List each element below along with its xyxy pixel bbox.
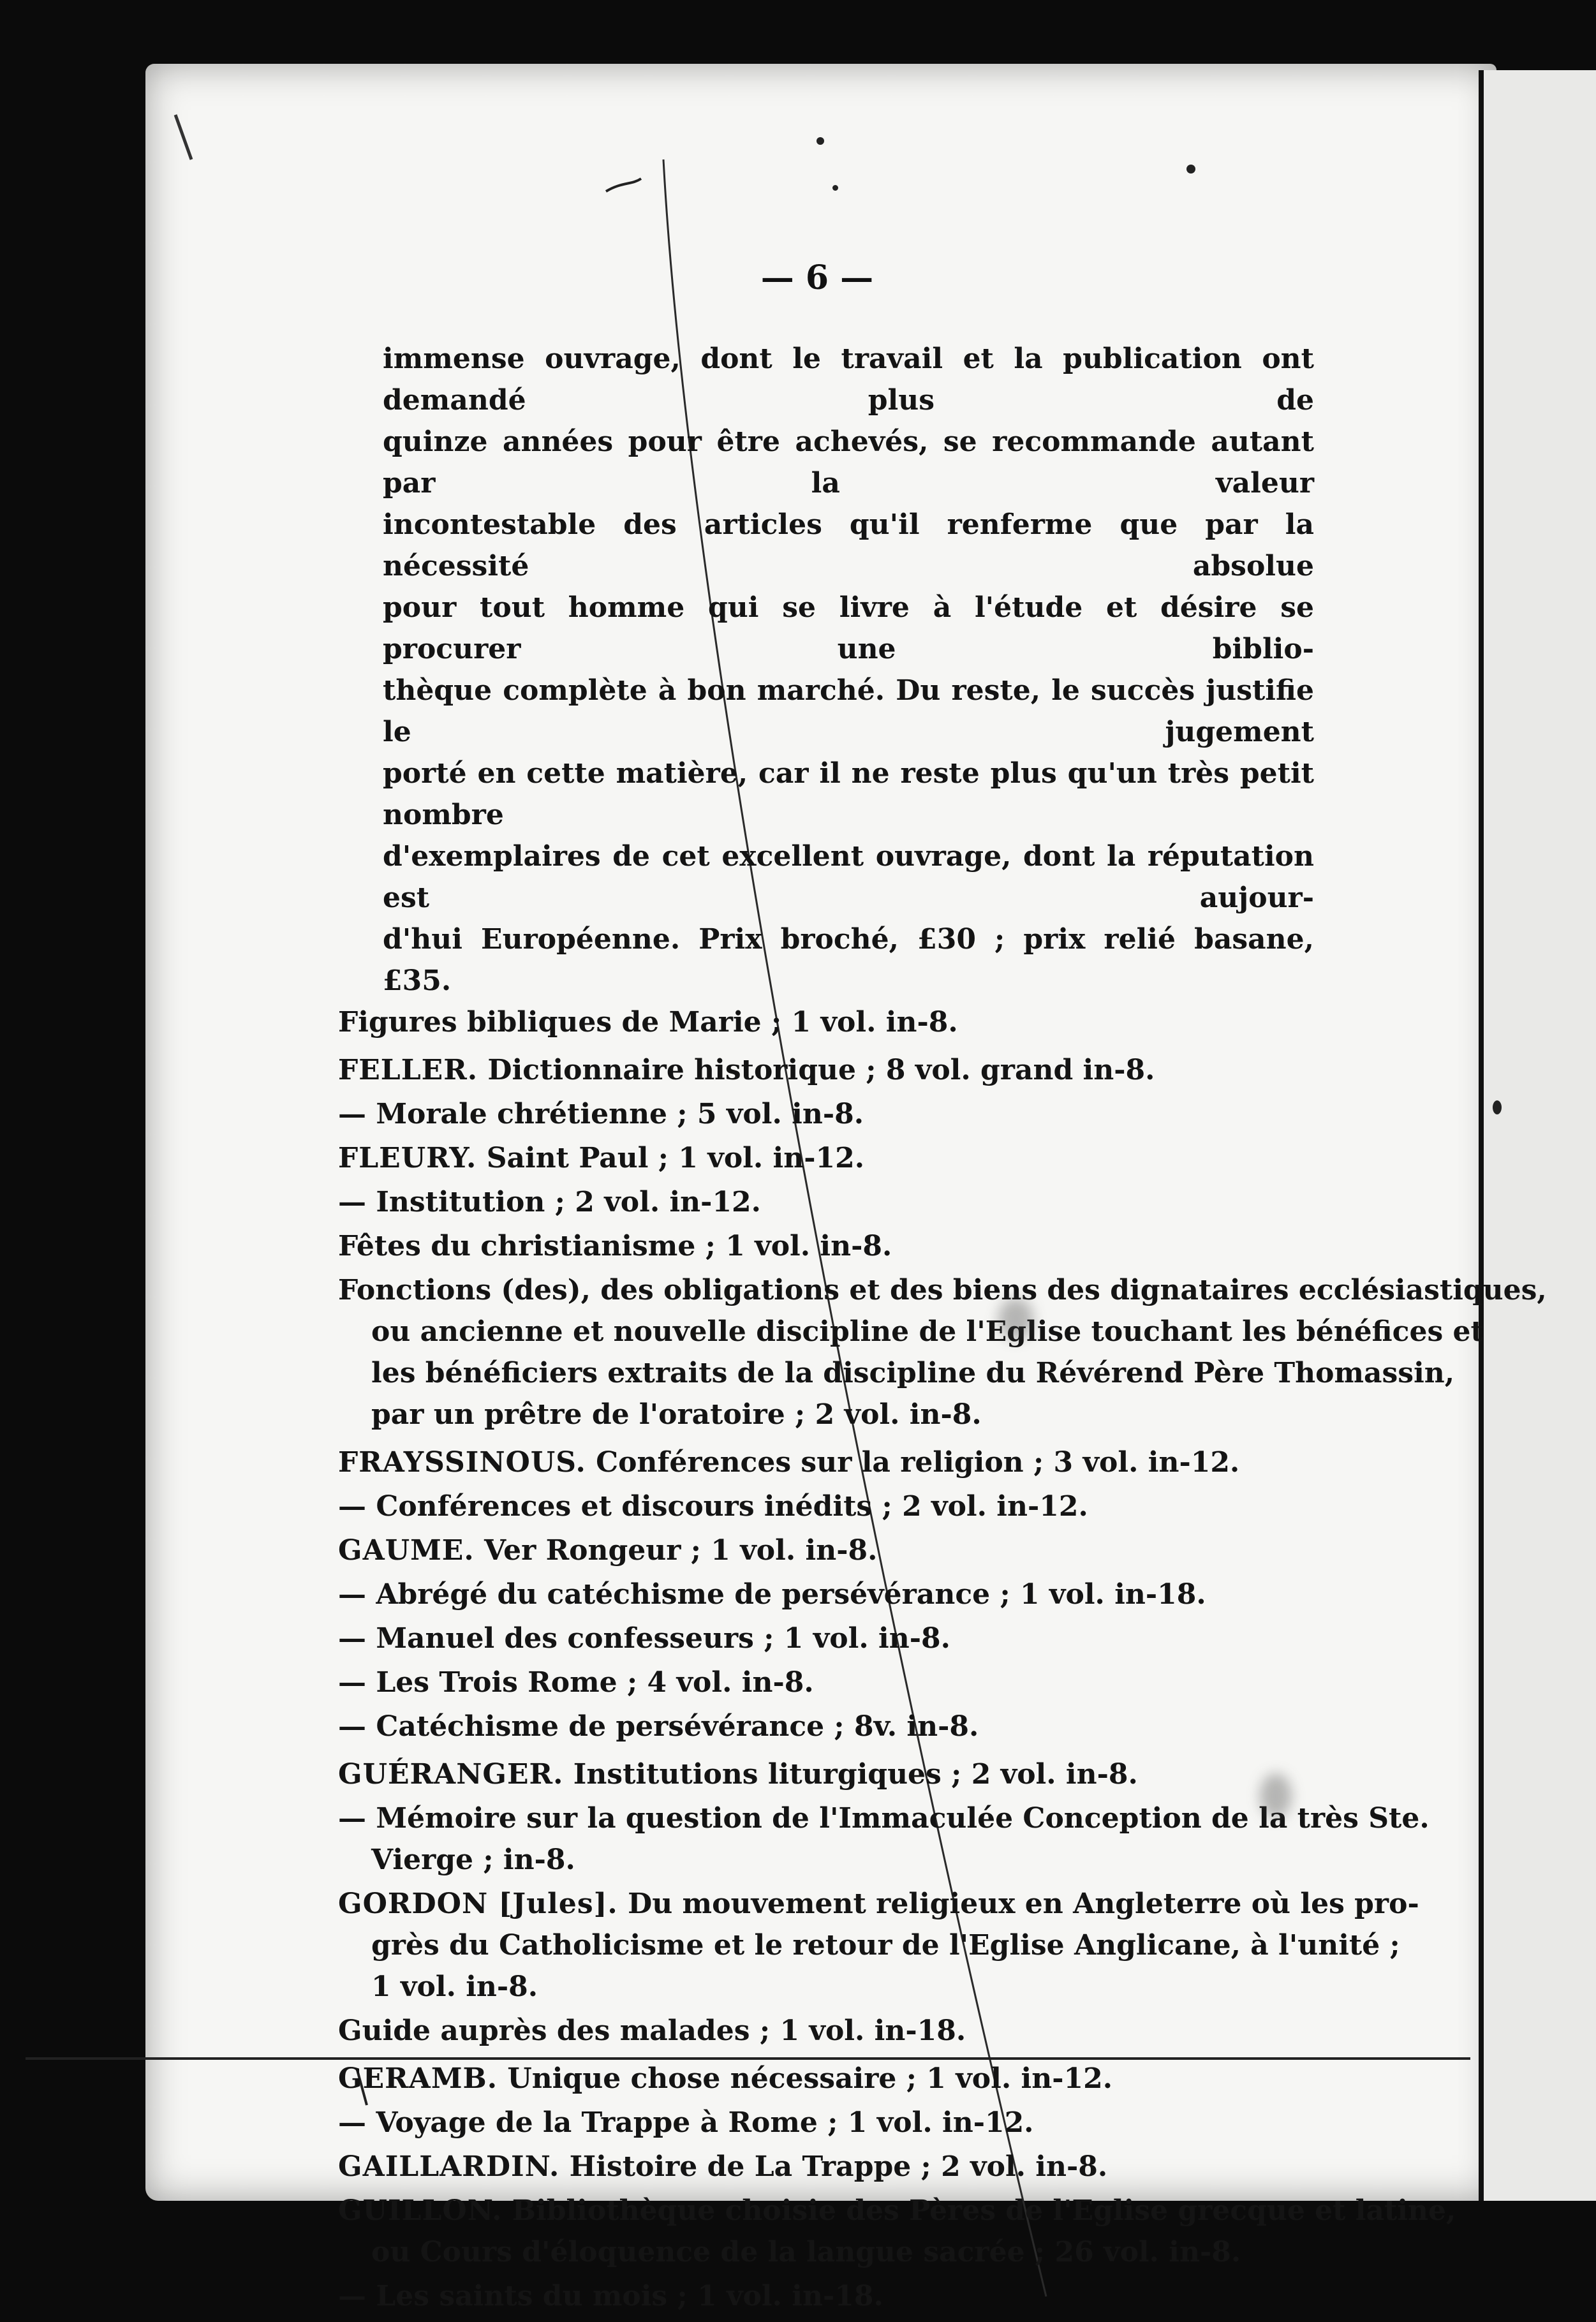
catalog-entry xyxy=(338,1798,1430,1881)
entry-line xyxy=(338,1352,1455,1394)
entry-line xyxy=(338,1002,1314,1043)
entry-line xyxy=(338,2010,1314,2052)
entry-text: Conférences sur la religion ; 3 vol. in-12. xyxy=(596,1446,1240,1479)
page-number: — 6 — xyxy=(760,258,874,297)
entry-line xyxy=(338,1394,1314,1435)
entry-line xyxy=(338,1486,1314,1527)
entry-text: par un prêtre de l'oratoire ; 2 vol. in-8. xyxy=(371,1398,982,1431)
catalog-entry xyxy=(338,1486,1314,1527)
catalog-entries xyxy=(338,1002,1547,2317)
entry-text: — Morale chrétienne ; 5 vol. in-8. xyxy=(338,1098,864,1130)
catalog-entry xyxy=(338,1883,1419,2008)
entry-line xyxy=(338,1530,1314,1571)
entry-author: GUILLON. xyxy=(338,2194,503,2227)
catalog-entry xyxy=(338,2058,1314,2099)
entry-text: Histoire de La Trappe ; 2 vol. in-8. xyxy=(569,2150,1108,2183)
catalog-entry xyxy=(338,1574,1314,1615)
catalog-text xyxy=(338,338,1547,2319)
paragraph-line: d'exemplaires de cet excellent ouvrage, dont la réputation est aujour- xyxy=(383,840,1314,914)
entry-author: FELLER. xyxy=(338,1054,478,1086)
catalog-entry xyxy=(338,2102,1314,2143)
entry-text: — Abrégé du catéchisme de persévérance ; 1 vol. in-18. xyxy=(338,1578,1206,1611)
catalog-entry xyxy=(338,1002,1314,1043)
stain-mark xyxy=(1260,1773,1292,1818)
entry-text: — Conférences et discours inédits ; 2 vol. in-12. xyxy=(338,1490,1088,1523)
entry-author: FLEURY. xyxy=(338,1142,477,1174)
entry-line xyxy=(338,1925,1400,1966)
entry-line xyxy=(338,1754,1314,1795)
entry-text: Fêtes du christianisme ; 1 vol. in-8. xyxy=(338,1230,892,1262)
entry-line xyxy=(338,1839,1314,1881)
paragraph-line: thèque complète à bon marché. Du reste, le succès justifie le jugement xyxy=(383,674,1314,748)
entry-text: Du mouvement religieux en Angleterre où les pro- xyxy=(628,1888,1419,1920)
entry-line xyxy=(338,1662,1314,1703)
bottom-rule xyxy=(26,2057,1470,2060)
entry-line xyxy=(338,1574,1314,1615)
paragraph-line: porté en cette matière, car il ne reste plus qu'un très petit nombre xyxy=(383,757,1314,831)
paragraph-line: pour tout homme qui se livre à l'étude et désire se procurer une biblio- xyxy=(383,591,1314,665)
entry-line xyxy=(338,1966,1314,2008)
catalog-entry xyxy=(338,1137,1314,1179)
entry-line xyxy=(338,1311,1484,1352)
catalog-entry xyxy=(338,1442,1314,1483)
entry-line xyxy=(338,1137,1314,1179)
entry-text: — Manuel des confesseurs ; 1 vol. in-8. xyxy=(338,1622,950,1655)
entry-text: Figures bibliques de Marie ; 1 vol. in-8. xyxy=(338,1006,958,1039)
entry-text: Institutions liturgiques ; 2 vol. in-8. xyxy=(573,1758,1138,1791)
entry-text: ou ancienne et nouvelle discipline de l'Eglise touchant les bénéfices et xyxy=(371,1315,1484,1348)
entry-line xyxy=(338,1706,1314,1747)
entry-line xyxy=(338,2275,1314,2317)
entry-line xyxy=(338,2058,1314,2099)
entry-text: Unique chose nécessaire ; 1 vol. in-12. xyxy=(507,2062,1113,2095)
entry-text: ou Cours d'éloquence de la langue sacrée ; 26 vol. in-8. xyxy=(371,2236,1241,2268)
entry-text: Guide auprès des malades ; 1 vol. in-18. xyxy=(338,2015,966,2047)
entry-line xyxy=(338,2146,1314,2187)
paragraph-line: incontestable des articles qu'il renferme que par la nécessité absolue xyxy=(383,508,1314,582)
continued-description xyxy=(383,338,1314,1002)
catalog-entry xyxy=(338,2275,1314,2317)
entry-line xyxy=(338,1269,1547,1311)
catalog-entry xyxy=(338,1049,1314,1091)
entry-line xyxy=(338,1883,1419,1925)
entry-text: Saint Paul ; 1 vol. in-12. xyxy=(486,1142,865,1174)
ink-speck xyxy=(1493,1100,1502,1114)
stain-mark xyxy=(998,1298,1033,1340)
entry-author: GORDON [Jules]. xyxy=(338,1888,618,1920)
catalog-entry xyxy=(338,1662,1314,1703)
entry-line xyxy=(338,2231,1314,2273)
entry-text: Dictionnaire historique ; 8 vol. grand in-8. xyxy=(487,1054,1155,1086)
entry-text: grès du Catholicisme et le retour de l'Eglise Anglicane, à l'unité ; xyxy=(371,1929,1400,1962)
entry-line xyxy=(338,1618,1314,1659)
catalog-entry xyxy=(338,1754,1314,1795)
ink-speck xyxy=(832,185,838,191)
entry-author: GAUME. xyxy=(338,1534,475,1567)
entry-text: les bénéficiers extraits de la discipline du Révérend Père Thomassin, xyxy=(371,1357,1455,1389)
paragraph-line: immense ouvrage, dont le travail et la publication ont demandé plus de xyxy=(383,343,1314,417)
entry-author: GUÉRANGER. xyxy=(338,1758,564,1791)
catalog-entry xyxy=(338,1269,1547,1435)
catalog-entry xyxy=(338,1181,1314,1223)
catalog-entry xyxy=(338,1706,1314,1747)
entry-text: Fonctions (des), des obligations et des biens des dignataires ecclésiastiques, xyxy=(338,1274,1547,1306)
catalog-entry xyxy=(338,1093,1314,1135)
entry-line xyxy=(338,1093,1314,1135)
catalog-entry xyxy=(338,1530,1314,1571)
entry-text: — Les saints du mois ; 1 vol. in-18. xyxy=(338,2280,883,2312)
entry-author: FRAYSSINOUS. xyxy=(338,1446,586,1479)
entry-text: — Voyage de la Trappe à Rome ; 1 vol. in-12. xyxy=(338,2106,1034,2139)
catalog-entry xyxy=(338,2010,1314,2052)
paragraph-line: quinze années pour être achevés, se recommande autant par la valeur xyxy=(383,425,1314,499)
entry-line xyxy=(338,1181,1314,1223)
entry-text: Ver Rongeur ; 1 vol. in-8. xyxy=(484,1534,878,1567)
entry-author: GAILLARDIN. xyxy=(338,2150,560,2183)
entry-line xyxy=(338,1049,1314,1091)
entry-text: Vierge ; in-8. xyxy=(371,1844,575,1876)
catalog-entry xyxy=(338,2190,1456,2273)
entry-line xyxy=(338,2190,1456,2231)
entry-author: GERAMB. xyxy=(338,2062,498,2095)
entry-text: 1 vol. in-8. xyxy=(371,1971,538,2003)
entry-line xyxy=(338,1225,1314,1267)
entry-text: — Institution ; 2 vol. in-12. xyxy=(338,1186,761,1218)
ink-speck xyxy=(816,137,824,145)
catalog-entry xyxy=(338,2146,1314,2187)
entry-text: — Les Trois Rome ; 4 vol. in-8. xyxy=(338,1666,814,1699)
entry-text: Bibliothèque choisie des Pères de l'Eglise grecque et latine, xyxy=(512,2194,1456,2227)
ink-speck xyxy=(1186,165,1195,174)
catalog-entry xyxy=(338,1225,1314,1267)
entry-line xyxy=(338,1798,1430,1839)
entry-line xyxy=(338,1442,1314,1483)
catalog-entry xyxy=(338,1618,1314,1659)
paragraph-line: d'hui Européenne. Prix broché, £30 ; prix relié basane, £35. xyxy=(383,923,1314,997)
entry-line xyxy=(338,2102,1314,2143)
entry-text: — Mémoire sur la question de l'Immaculée Conception de la très Ste. xyxy=(338,1802,1430,1835)
entry-text: — Catéchisme de persévérance ; 8v. in-8. xyxy=(338,1710,979,1743)
